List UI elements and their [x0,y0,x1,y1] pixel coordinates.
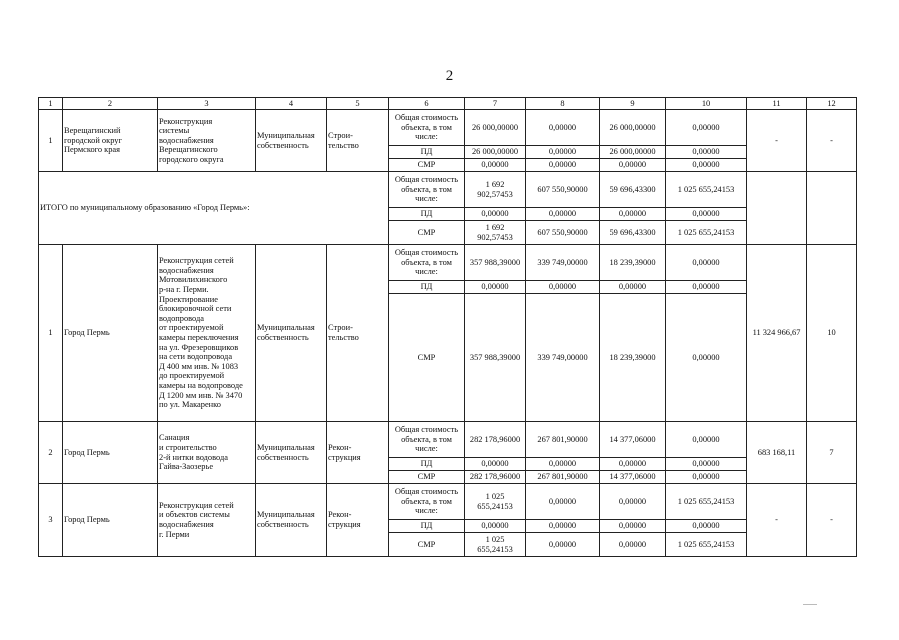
value-cell: 0,00000 [465,159,526,172]
value-cell: 1 025 655,24153 [666,221,747,245]
work-type-cell: Рекон- струкция [327,484,389,557]
data-table [38,97,857,557]
value-cell: 0,00000 [526,159,600,172]
value-cell: 18 239,39000 [600,294,666,422]
col-header-3: 3 [158,98,256,110]
value-cell: - [807,484,857,557]
value-cell: 0,00000 [600,484,666,520]
value-cell: 0,00000 [600,458,666,471]
cost-label: СМР [389,533,465,557]
page-number: 2 [445,68,454,84]
footer-mark [803,604,817,605]
cost-label: СМР [389,294,465,422]
row-id: 2 [39,422,63,484]
value-cell: 14 377,06000 [600,471,666,484]
value-cell: 10 [807,245,857,422]
value-cell: 26 000,00000 [465,146,526,159]
col-header-12: 12 [807,98,857,110]
value-cell: 0,00000 [526,484,600,520]
object-cell: Санация и строительство 2-й нитки водовода Гайва-Заозерье [158,422,256,484]
municipality-cell: Верещагинский городской округ Пермского края [63,110,158,172]
work-type-cell: Строи- тельство [327,245,389,422]
ownership-cell: Муниципальная собственность [256,110,327,172]
value-cell: 339 749,00000 [526,245,600,281]
row-id: 1 [39,110,63,172]
value-cell: 0,00000 [600,520,666,533]
value-cell: 0,00000 [666,458,747,471]
value-cell: - [747,484,807,557]
value-cell: 0,00000 [526,281,600,294]
value-cell: 607 550,90000 [526,221,600,245]
col-header-10: 10 [666,98,747,110]
value-cell: 26 000,00000 [465,110,526,146]
value-cell: 1 025 655,24153 [465,533,526,557]
value-cell: 0,00000 [600,159,666,172]
cost-label: Общая стоимость объекта, в том числе: [389,484,465,520]
value-cell: 357 988,39000 [465,294,526,422]
value-cell: 0,00000 [666,159,747,172]
value-cell: 0,00000 [526,458,600,471]
ownership-cell: Муниципальная собственность [256,484,327,557]
work-type-cell: Рекон- струкция [327,422,389,484]
value-cell: 14 377,06000 [600,422,666,458]
value-cell: 282 178,96000 [465,471,526,484]
value-cell: 0,00000 [600,208,666,221]
col-header-8: 8 [526,98,600,110]
cost-label: ПД [389,281,465,294]
value-cell: 0,00000 [600,281,666,294]
value-cell: 1 025 655,24153 [666,484,747,520]
col-header-5: 5 [327,98,389,110]
value-cell: 339 749,00000 [526,294,600,422]
col-header-9: 9 [600,98,666,110]
object-cell: Реконструкция сетей водоснабжения Мотовилихинского р-на г. Перми. Проектирование блокировочной сети водопровода от проектируемой камеры переключения на ул. Фрезеровщиков на сети водопровода Д 400 мм инв. № 1083 до проектируемой камеры на водопроводе Д 1200 мм инв. № 3470 по ул. Макаренко [158,245,256,422]
value-cell: 1 692 902,57453 [465,172,526,208]
value-cell: 282 178,96000 [465,422,526,458]
value-cell: 0,00000 [666,281,747,294]
row-id: 3 [39,484,63,557]
value-cell: 0,00000 [666,520,747,533]
value-cell: 59 696,43300 [600,221,666,245]
value-cell: 683 168,11 [747,422,807,484]
value-cell: 1 025 655,24153 [666,172,747,208]
object-cell: Реконструкция сетей и объектов системы водоснабжения г. Перми [158,484,256,557]
value-cell: 0,00000 [666,245,747,281]
cost-label: СМР [389,221,465,245]
value-cell: - [747,110,807,172]
value-cell: 267 801,90000 [526,471,600,484]
value-cell: 0,00000 [526,533,600,557]
value-cell: 0,00000 [600,533,666,557]
empty-cell [747,172,807,245]
value-cell: 267 801,90000 [526,422,600,458]
value-cell: 7 [807,422,857,484]
value-cell: 0,00000 [465,208,526,221]
table-row [39,110,857,146]
ownership-cell: Муниципальная собственность [256,245,327,422]
object-cell: Реконструкция системы водоснабжения Верещагинского городского округа [158,110,256,172]
value-cell: 357 988,39000 [465,245,526,281]
value-cell: 0,00000 [526,146,600,159]
value-cell: 0,00000 [666,471,747,484]
cost-label: ПД [389,458,465,471]
total-label: ИТОГО по муниципальному образованию «Город Пермь»: [39,172,389,245]
cost-label: Общая стоимость объекта, в том числе: [389,245,465,281]
value-cell: 26 000,00000 [600,110,666,146]
value-cell: 1 692 902,57453 [465,221,526,245]
value-cell: 0,00000 [666,110,747,146]
value-cell: 0,00000 [666,422,747,458]
work-type-cell: Строи- тельство [327,110,389,172]
empty-cell [807,172,857,245]
value-cell: 0,00000 [666,208,747,221]
cost-label: СМР [389,471,465,484]
value-cell: 1 025 655,24153 [465,484,526,520]
col-header-11: 11 [747,98,807,110]
col-header-6: 6 [389,98,465,110]
value-cell: 607 550,90000 [526,172,600,208]
value-cell: 0,00000 [666,146,747,159]
value-cell: 0,00000 [465,520,526,533]
col-header-2: 2 [63,98,158,110]
municipality-cell: Город Пермь [63,245,158,422]
value-cell: 18 239,39000 [600,245,666,281]
value-cell: 11 324 966,67 [747,245,807,422]
cost-label: ПД [389,146,465,159]
row-id: 1 [39,245,63,422]
table-row [39,172,857,208]
table-row [39,245,857,281]
cost-label: СМР [389,159,465,172]
municipality-cell: Город Пермь [63,484,158,557]
column-number-row [39,98,857,110]
value-cell: - [807,110,857,172]
value-cell: 0,00000 [666,294,747,422]
col-header-1: 1 [39,98,63,110]
col-header-7: 7 [465,98,526,110]
value-cell: 0,00000 [526,520,600,533]
cost-label: Общая стоимость объекта, в том числе: [389,172,465,208]
value-cell: 0,00000 [465,281,526,294]
value-cell: 0,00000 [526,110,600,146]
table-row [39,484,857,520]
ownership-cell: Муниципальная собственность [256,422,327,484]
cost-label: Общая стоимость объекта, в том числе: [389,110,465,146]
municipality-cell: Город Пермь [63,422,158,484]
cost-label: ПД [389,520,465,533]
value-cell: 26 000,00000 [600,146,666,159]
col-header-4: 4 [256,98,327,110]
table-row [39,422,857,458]
cost-label: ПД [389,208,465,221]
value-cell: 59 696,43300 [600,172,666,208]
cost-label: Общая стоимость объекта, в том числе: [389,422,465,458]
value-cell: 1 025 655,24153 [666,533,747,557]
value-cell: 0,00000 [465,458,526,471]
value-cell: 0,00000 [526,208,600,221]
